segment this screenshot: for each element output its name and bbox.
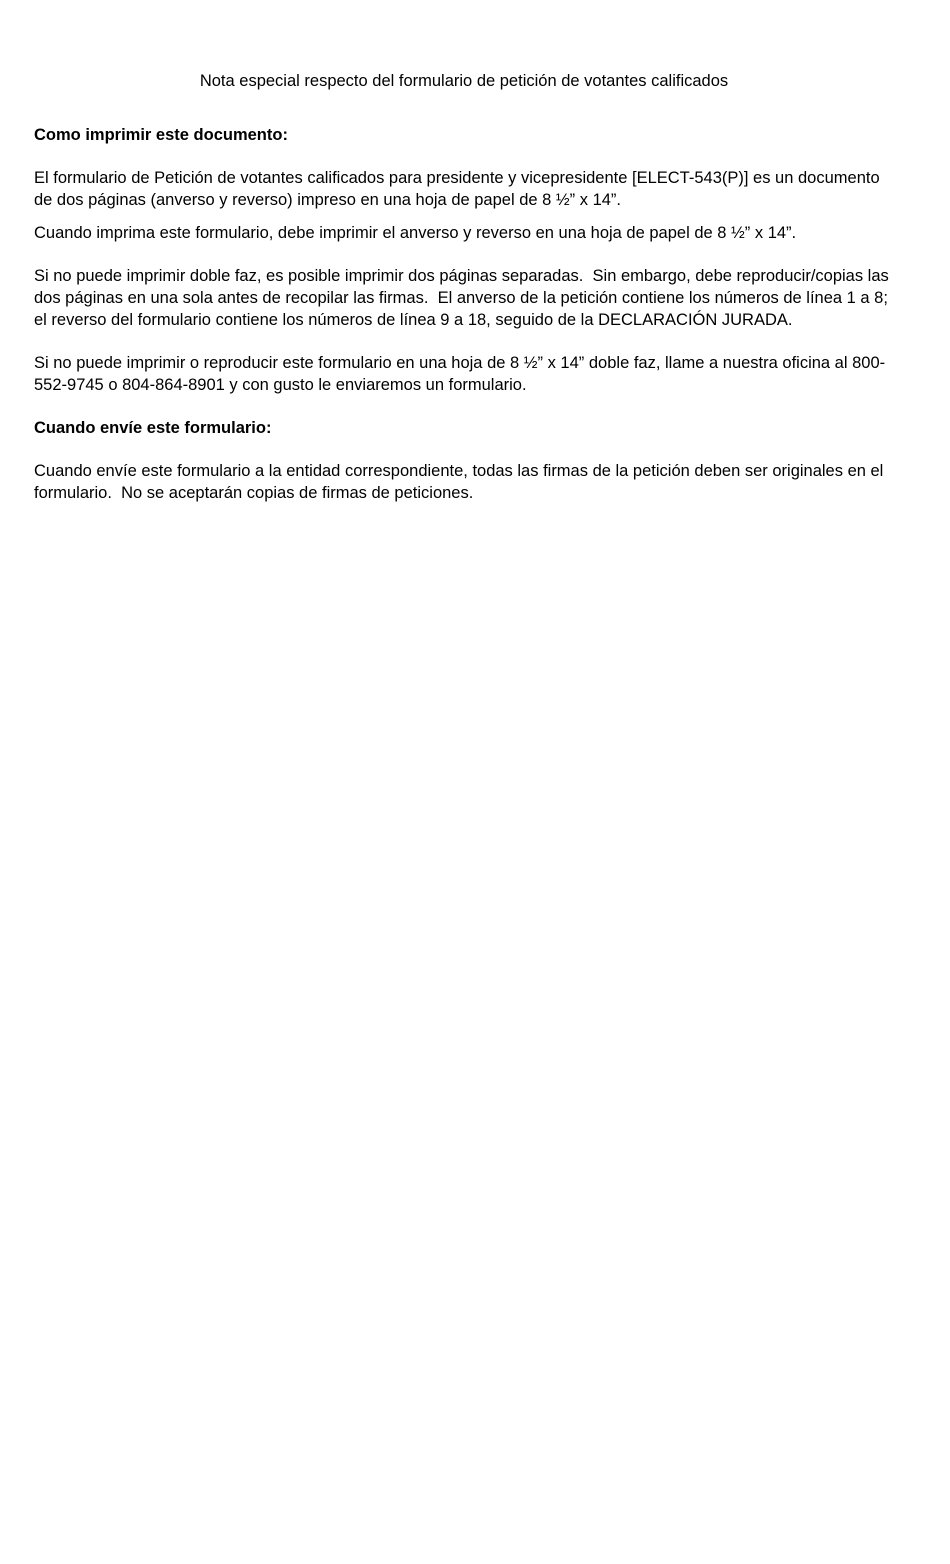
document-body (34, 70, 894, 515)
document-title: Nota especial respecto del formulario de petición de votantes calificados (199, 72, 729, 90)
section-heading-how-to-print: Como imprimir este documento: (34, 126, 288, 144)
paragraph-form-description: El formulario de Petición de votantes calificados para presidente y vicepresidente [ELECT-543(P)] es un documento de dos páginas (anverso y reverso) impreso en una hoja de papel de 8 ½” x 14”. (34, 169, 885, 209)
paragraph-contact-office: Si no puede imprimir o reproducir este formulario en una hoja de 8 ½” x 14” doble faz, llame a nuestra oficina al 800-552-9745 o 804-864-8901 y con gusto le enviaremos un formulario. (34, 354, 886, 394)
section-heading-when-sending: Cuando envíe este formulario: (34, 419, 272, 437)
paragraph-print-instructions: Cuando imprima este formulario, debe imprimir el anverso y reverso en una hoja de papel de 8 ½” x 14”. (34, 224, 797, 242)
paragraph-single-sided-printing: Si no puede imprimir doble faz, es posible imprimir dos páginas separadas. Sin embargo, debe reproducir/copias las dos páginas en una sola antes de recopilar las firmas. El anverso de la petición contiene los números de línea 1 a 8; el reverso del formulario contiene los números de línea 9 a 18, seguido de la DECLARACIÓN JURADA. (34, 267, 894, 329)
paragraph-original-signatures: Cuando envíe este formulario a la entidad correspondiente, todas las firmas de la petición deben ser originales en el formulario. No se aceptarán copias de firmas de peticiones. (34, 462, 888, 502)
